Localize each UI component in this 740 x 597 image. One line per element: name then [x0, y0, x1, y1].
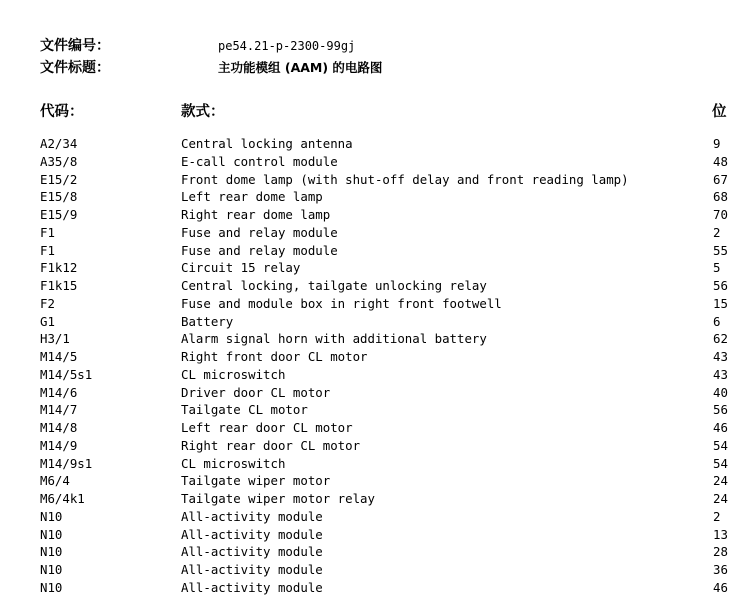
component-description: Front dome lamp (with shut-off delay and front reading lamp) — [181, 171, 629, 187]
table-row — [40, 526, 740, 544]
component-location: 5 — [713, 260, 721, 276]
component-location: 15 — [713, 295, 728, 311]
component-description: Fuse and relay module — [181, 224, 338, 240]
component-description: Central locking antenna — [181, 136, 353, 151]
header-code: 代码： — [40, 104, 84, 120]
component-location: 56 — [713, 402, 728, 418]
component-code: F1k15 — [40, 278, 78, 293]
component-location: 54 — [713, 455, 728, 471]
component-code: E15/9 — [40, 207, 78, 222]
document-number-label: 文件编号： — [40, 38, 110, 54]
table-row — [40, 543, 740, 561]
component-description: Fuse and relay module — [181, 242, 338, 258]
component-code: M14/9s1 — [40, 455, 93, 471]
component-location: 24 — [713, 473, 728, 489]
component-description: Left rear dome lamp — [181, 189, 323, 205]
table-row — [40, 277, 740, 295]
component-description: All-activity module — [181, 579, 323, 595]
table-row — [40, 188, 740, 206]
component-location: 54 — [713, 437, 728, 453]
header-description: 款式： — [181, 104, 225, 120]
table-row — [40, 313, 740, 331]
document-title-value: 主功能模组 (AAM) 的电路图 — [218, 60, 383, 75]
table-row — [40, 224, 740, 242]
table-row — [40, 401, 740, 419]
component-description: Alarm signal horn with additional battery — [181, 331, 487, 347]
component-description: Right rear dome lamp — [181, 207, 331, 222]
component-code: M6/4k1 — [40, 491, 85, 506]
component-description: E-call control module — [181, 153, 338, 169]
component-code: M14/8 — [40, 420, 78, 435]
component-description: Tailgate CL motor — [181, 402, 308, 418]
table-row — [40, 206, 740, 224]
component-code: N10 — [40, 526, 63, 542]
component-description: CL microswitch — [181, 366, 286, 382]
table-row — [40, 472, 740, 490]
component-code: M14/9 — [40, 437, 78, 453]
component-location: 67 — [713, 171, 728, 187]
table-row — [40, 455, 740, 473]
component-description: Fuse and module box in right front footwell — [181, 295, 502, 311]
component-location: 68 — [713, 189, 728, 205]
component-description: Tailgate wiper motor relay — [181, 491, 375, 506]
table-row — [40, 295, 740, 313]
component-location: 13 — [713, 526, 728, 542]
table-row — [40, 561, 740, 579]
document-number-value: pe54.21-p-2300-99gj — [218, 39, 356, 53]
component-location: 46 — [713, 420, 728, 435]
table-row — [40, 171, 740, 189]
document-title-label: 文件标题： — [40, 60, 110, 76]
table-row — [40, 330, 740, 348]
component-code: N10 — [40, 562, 63, 577]
component-location: 43 — [713, 366, 728, 382]
component-code: M14/5s1 — [40, 366, 93, 382]
component-location: 46 — [713, 579, 728, 595]
component-code: G1 — [40, 313, 55, 329]
component-location: 36 — [713, 562, 728, 577]
table-row — [40, 437, 740, 455]
document-title-row — [40, 58, 720, 78]
table-row — [40, 366, 740, 384]
component-location: 40 — [713, 384, 728, 400]
component-description: Circuit 15 relay — [181, 260, 301, 276]
component-code: M14/5 — [40, 349, 78, 364]
component-description: All-activity module — [181, 544, 323, 560]
header-location: 位 — [712, 104, 727, 120]
component-location: 55 — [713, 242, 728, 258]
document-number-row — [40, 36, 720, 56]
component-code: E15/2 — [40, 171, 78, 187]
table-header — [40, 101, 740, 123]
component-location: 48 — [713, 153, 728, 169]
table-row — [40, 348, 740, 366]
table-row — [40, 153, 740, 171]
component-location: 70 — [713, 207, 728, 222]
component-location: 6 — [713, 313, 721, 329]
table-row — [40, 384, 740, 402]
component-description: All-activity module — [181, 562, 323, 577]
table-row — [40, 579, 740, 597]
table-row — [40, 490, 740, 508]
component-code: N10 — [40, 579, 63, 595]
component-location: 56 — [713, 278, 728, 293]
component-code: F2 — [40, 295, 55, 311]
table-row — [40, 508, 740, 526]
component-description: Tailgate wiper motor — [181, 473, 331, 489]
component-description: Right front door CL motor — [181, 349, 368, 364]
component-location: 24 — [713, 491, 728, 506]
component-code: F1k12 — [40, 260, 78, 276]
component-code: F1 — [40, 224, 55, 240]
component-code: H3/1 — [40, 331, 70, 347]
component-code: F1 — [40, 242, 55, 258]
component-code: M14/7 — [40, 402, 78, 418]
component-location: 9 — [713, 136, 721, 151]
component-location: 62 — [713, 331, 728, 347]
table-row — [40, 419, 740, 437]
component-code: M14/6 — [40, 384, 78, 400]
component-description: All-activity module — [181, 526, 323, 542]
component-code: E15/8 — [40, 189, 78, 205]
component-description: Battery — [181, 313, 234, 329]
component-code: A2/34 — [40, 136, 78, 151]
component-description: Central locking, tailgate unlocking relay — [181, 278, 487, 293]
component-location: 2 — [713, 224, 721, 240]
table-row — [40, 259, 740, 277]
table-row — [40, 242, 740, 260]
component-description: CL microswitch — [181, 455, 286, 471]
component-code: N10 — [40, 544, 63, 560]
component-description: Right rear door CL motor — [181, 437, 361, 453]
component-description: Left rear door CL motor — [181, 420, 353, 435]
component-location: 43 — [713, 349, 728, 364]
component-location: 28 — [713, 544, 728, 560]
component-description: All-activity module — [181, 508, 323, 524]
component-table — [40, 135, 740, 597]
component-code: A35/8 — [40, 153, 78, 169]
component-code: M6/4 — [40, 473, 70, 489]
table-row — [40, 135, 740, 153]
component-location: 2 — [713, 508, 721, 524]
component-code: N10 — [40, 508, 63, 524]
component-description: Driver door CL motor — [181, 384, 331, 400]
